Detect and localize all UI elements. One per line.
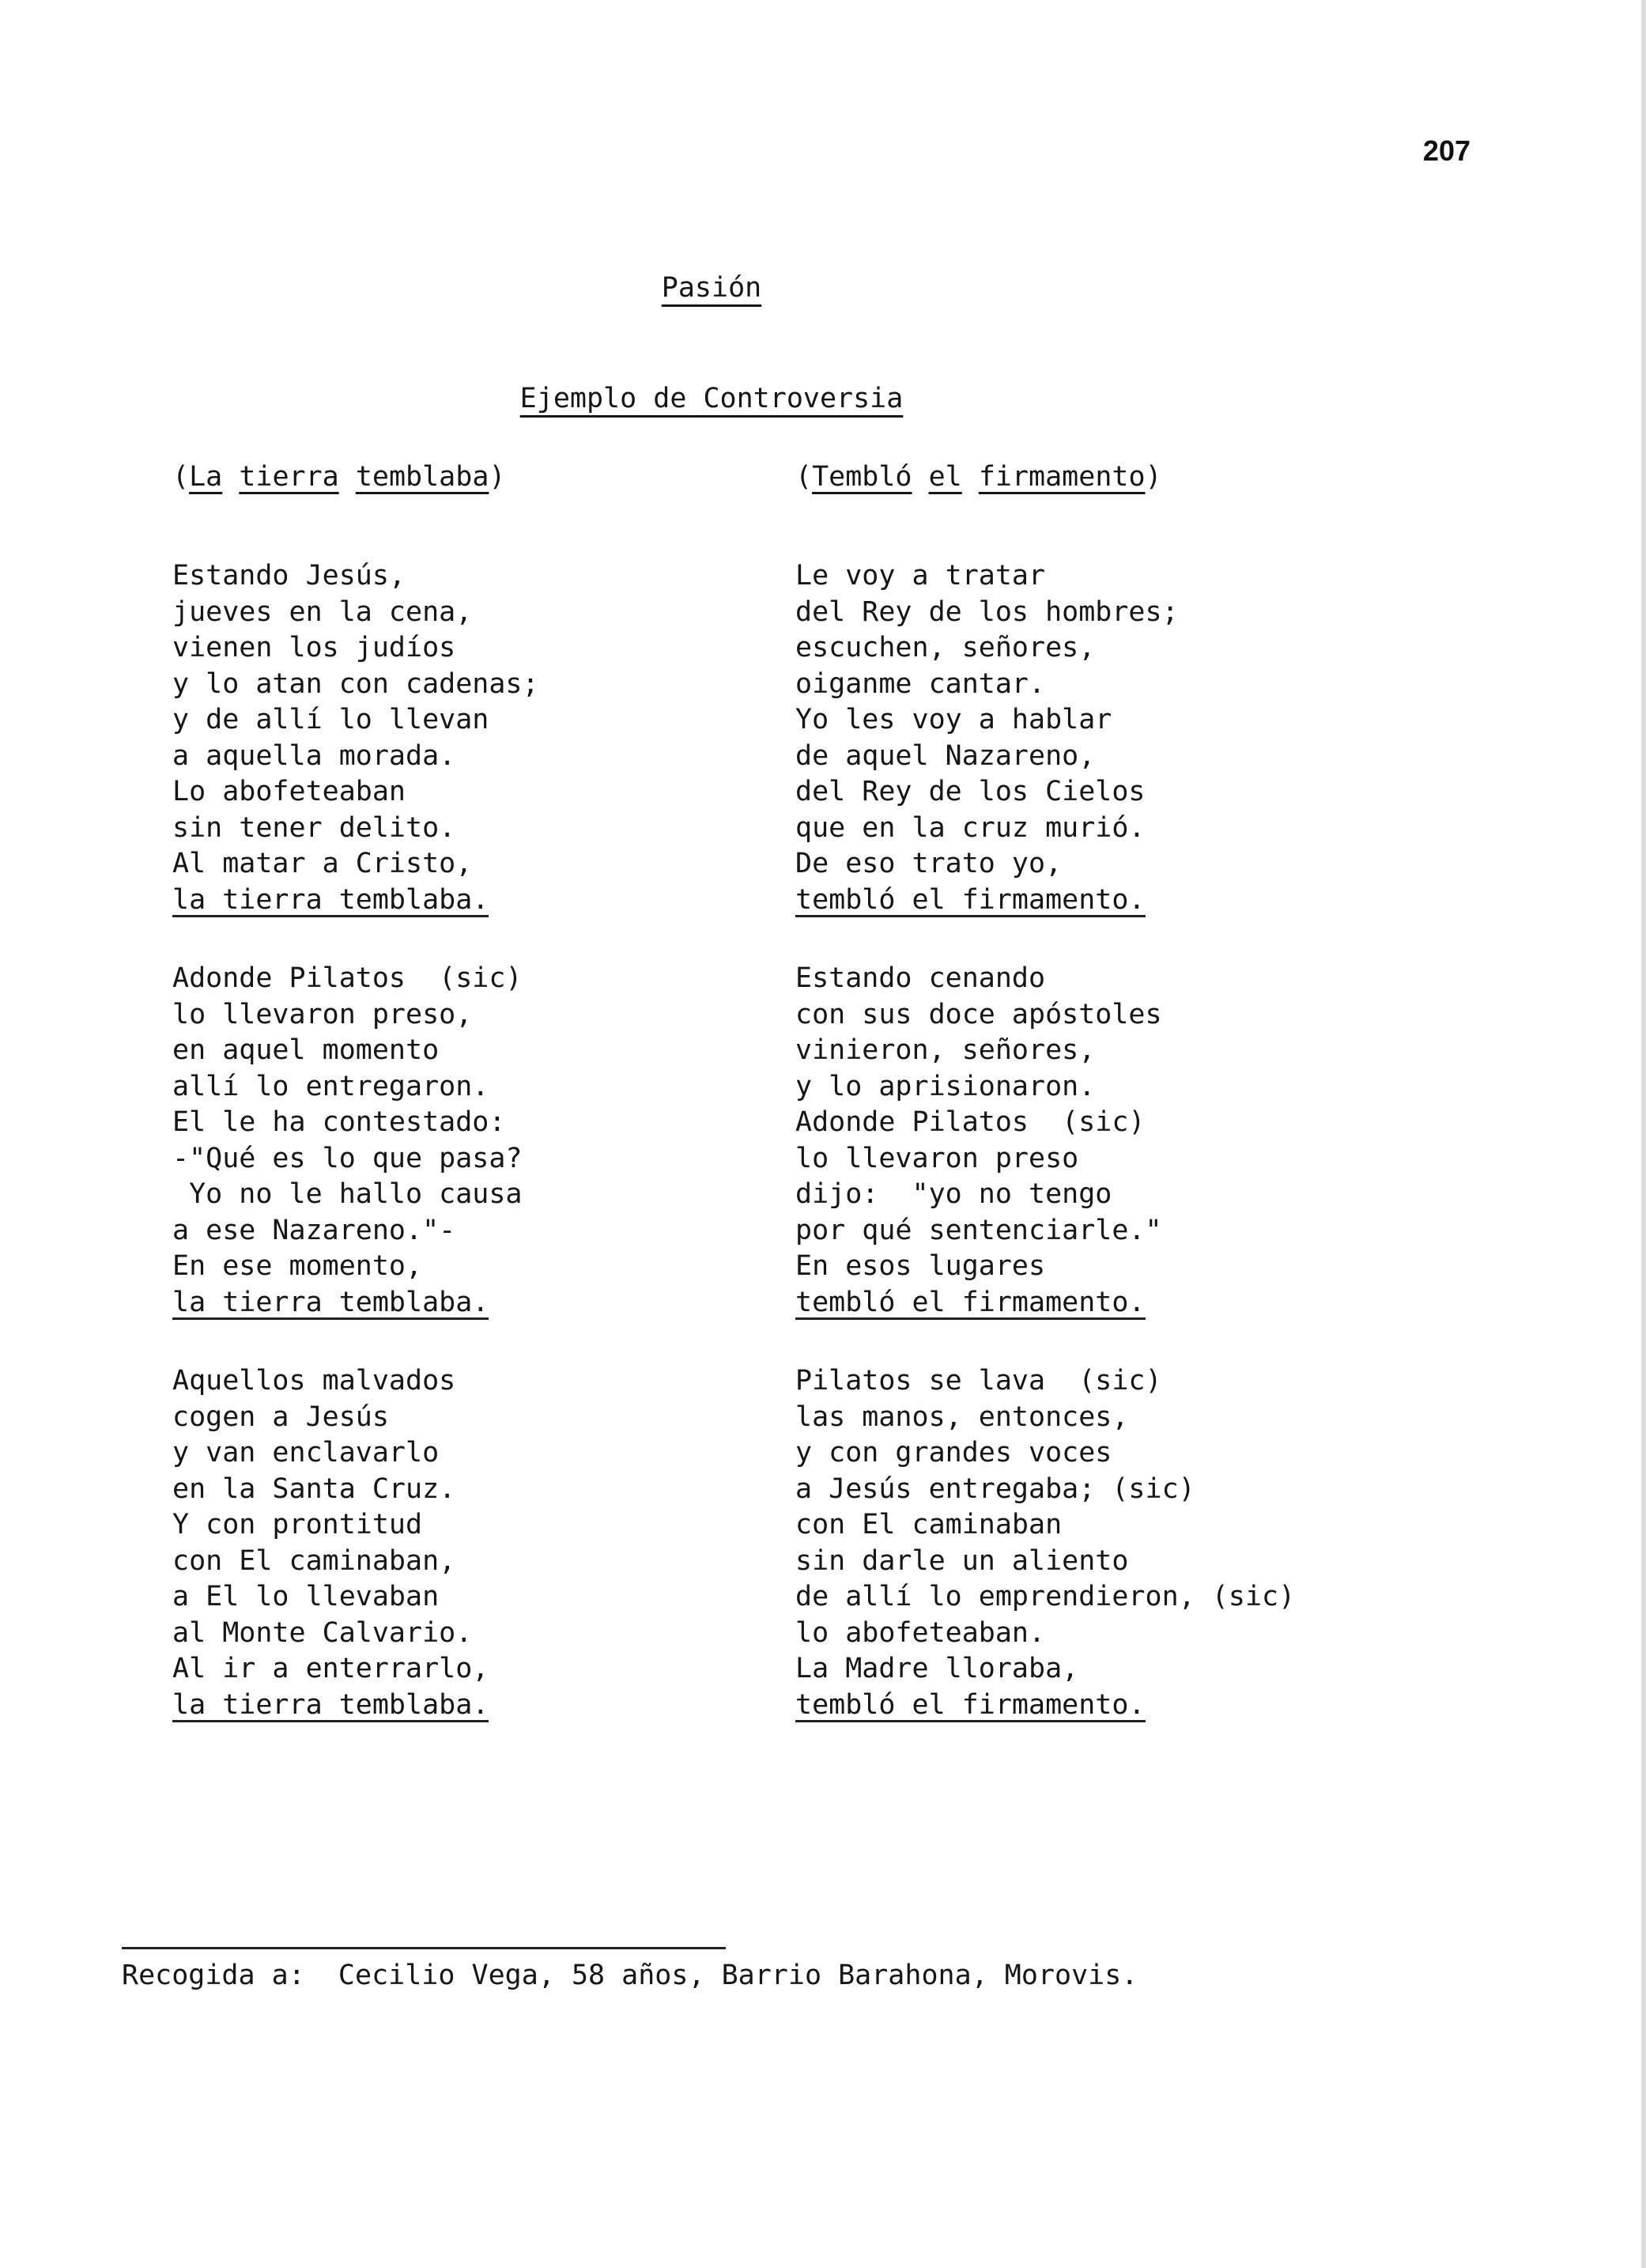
refrain-text: tembló el firmamento. — [795, 1688, 1146, 1721]
right-column-header — [795, 459, 1444, 495]
verse-line: cogen a Jesús — [172, 1400, 389, 1433]
verse-line: En esos lugares — [795, 1250, 1046, 1282]
verse-line: Adonde Pilatos (sic) — [172, 962, 523, 994]
verse-line: las manos, entonces, — [795, 1400, 1129, 1433]
verse-line: y lo aprisionaron. — [795, 1070, 1096, 1102]
verse-line: Aquellos malvados — [172, 1365, 456, 1397]
verse-line: sin darle un aliento — [795, 1544, 1129, 1577]
verse-line: al Monte Calvario. — [172, 1616, 473, 1649]
verse-line: de aquel Nazareno, — [795, 739, 1096, 772]
stanza — [795, 961, 1444, 1321]
verse-line: lo llevaron preso — [795, 1142, 1079, 1174]
verse-line: allí lo entregaron. — [172, 1070, 489, 1102]
verse-line: con sus doce apóstoles — [795, 998, 1162, 1030]
stanza — [795, 1363, 1444, 1723]
verse-line: Lo abofeteaban — [172, 776, 406, 807]
stanza — [795, 558, 1444, 918]
left-column — [172, 459, 742, 1766]
header-word: tierra — [239, 461, 339, 493]
refrain-text: la tierra temblaba. — [172, 1286, 489, 1318]
verse-line: vinieron, señores, — [795, 1034, 1096, 1066]
verse-line: lo abofeteaban. — [795, 1616, 1046, 1649]
verse-line: escuchen, señores, — [795, 632, 1096, 663]
stanza — [172, 1363, 742, 1723]
verse-line: del Rey de los Cielos — [795, 776, 1146, 807]
stanza — [172, 961, 742, 1321]
verse-line: La Madre lloraba, — [795, 1653, 1079, 1684]
verse-line: Yo no le hallo causa — [172, 1178, 523, 1210]
verse-line: a El lo llevaban — [172, 1581, 440, 1612]
poem-title-text: Pasión — [661, 272, 762, 304]
header-word: temblaba — [355, 461, 489, 493]
verse-line: en aquel momento — [172, 1034, 440, 1066]
header-word: La — [189, 461, 223, 493]
verse-line: con El caminaban, — [172, 1544, 456, 1577]
verse-line: lo llevaron preso, — [172, 998, 473, 1030]
verse-line: El le ha contestado: — [172, 1106, 506, 1138]
refrain-text: tembló el firmamento. — [795, 1286, 1146, 1318]
verse-line: con El caminaban — [795, 1509, 1063, 1540]
verse-line: -"Qué es lo que pasa? — [172, 1142, 523, 1174]
verse-line: Adonde Pilatos (sic) — [795, 1106, 1146, 1138]
verse-line: Le voy a tratar — [795, 560, 1046, 592]
verse-line: En ese momento, — [172, 1250, 423, 1282]
verse-line: Y con prontitud — [172, 1509, 423, 1540]
verse-line: Yo les voy a hablar — [795, 704, 1112, 735]
verse-line: Pilatos se lava (sic) — [795, 1365, 1162, 1397]
refrain-line — [795, 1285, 1444, 1321]
verse-line: a aquella morada. — [172, 739, 456, 772]
refrain-line — [172, 1688, 742, 1724]
header-close-paren: ) — [489, 461, 506, 493]
footnote-divider — [122, 1947, 726, 1949]
verse-line: del Rey de los hombres; — [795, 595, 1179, 628]
verse-line: a ese Nazareno."- — [172, 1214, 456, 1246]
poem-subtitle-text: Ejemplo de Controversia — [519, 383, 904, 414]
verse-line: y van enclavarlo — [172, 1437, 440, 1469]
refrain-text: la tierra temblaba. — [172, 1688, 489, 1721]
verse-line: a Jesús entregaba; (sic) — [795, 1472, 1195, 1505]
footnote: Recogida a: Cecilio Vega, 58 años, Barrio Barahona, Morovis. — [122, 1960, 1138, 1991]
header-close-paren: ) — [1145, 461, 1162, 493]
header-open-paren: ( — [795, 461, 813, 493]
refrain-line — [795, 883, 1444, 919]
verse-line: Estando Jesús, — [172, 560, 406, 592]
header-open-paren: ( — [172, 461, 190, 493]
verse-line: dijo: "yo no tengo — [795, 1178, 1112, 1210]
header-word: el — [928, 461, 962, 493]
page-number: 207 — [1422, 134, 1470, 167]
stanza — [172, 558, 742, 918]
verse-line: Al matar a Cristo, — [172, 848, 473, 879]
header-word: firmamento — [978, 461, 1146, 493]
refrain-line — [795, 1688, 1444, 1724]
verse-line: Al ir a enterrarlo, — [172, 1653, 489, 1684]
refrain-text: la tierra temblaba. — [172, 883, 489, 916]
verse-line: De eso trato yo, — [795, 848, 1063, 879]
left-column-header — [172, 459, 742, 495]
header-word: Tembló — [812, 461, 912, 493]
verse-line: y de allí lo llevan — [172, 704, 489, 735]
verse-line: Estando cenando — [795, 962, 1046, 994]
verse-line: vienen los judíos — [172, 632, 456, 663]
poem-title — [0, 272, 1423, 304]
poem-subtitle — [0, 383, 1423, 414]
page-edge — [1641, 0, 1646, 2268]
refrain-text: tembló el firmamento. — [795, 883, 1146, 916]
verse-line: jueves en la cena, — [172, 595, 473, 628]
verse-line: oiganme cantar. — [795, 667, 1046, 700]
verse-line: en la Santa Cruz. — [172, 1472, 456, 1505]
right-column — [795, 459, 1444, 1766]
verse-line: y lo atan con cadenas; — [172, 667, 539, 700]
verse-line: de allí lo emprendieron, (sic) — [795, 1581, 1296, 1612]
verse-line: y con grandes voces — [795, 1437, 1112, 1469]
refrain-line — [172, 1285, 742, 1321]
refrain-line — [172, 883, 742, 919]
verse-line: sin tener delito. — [172, 811, 456, 844]
verse-line: que en la cruz murió. — [795, 811, 1146, 844]
verse-line: por qué sentenciarle." — [795, 1214, 1162, 1246]
